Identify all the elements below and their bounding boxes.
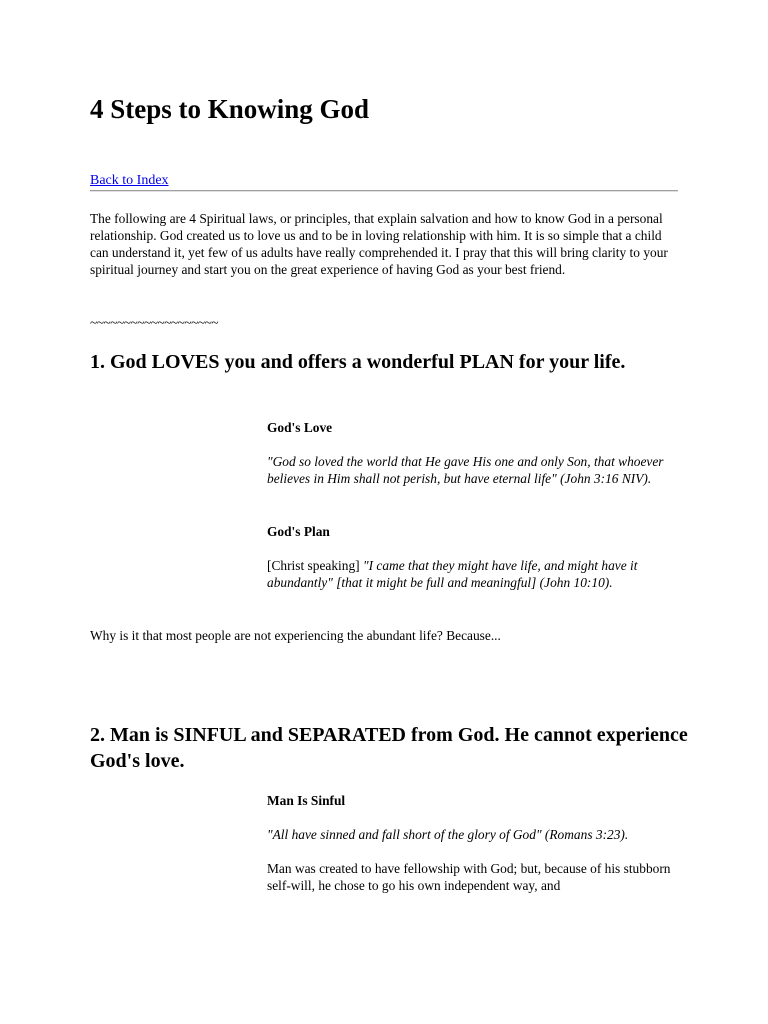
step-1-heading: 1. God LOVES you and offers a wonderful PLAN for your life. (90, 351, 626, 373)
intro-paragraph: The following are 4 Spiritual laws, or principles, that explain salvation and how to know God in a personal relationship. God created us to love us and to be in loving relationship with him. It is so simple that a child can understand it, yet few of us adults have really comprehended it. I pray that this will bring clarity to your spiritual journey and start you on the great experience of having God as your best friend. (90, 211, 668, 277)
gods-plan-heading: God's Plan (267, 524, 330, 539)
back-to-index-link[interactable]: Back to Index (90, 173, 169, 188)
page-title: 4 Steps to Knowing God (90, 94, 370, 124)
christ-speaking-prefix: [Christ speaking] (267, 558, 363, 573)
tilde-separator: ~~~~~~~~~~~~~~~~~~~ (90, 315, 219, 330)
gods-plan-paragraph (267, 557, 677, 591)
man-is-sinful-heading: Man Is Sinful (267, 793, 346, 808)
why-question: Why is it that most people are not experiencing the abundant life? Because... (90, 628, 501, 643)
gods-love-quote: "God so loved the world that He gave His one and only Son, that whoever believes in Him shall not perish, but have eternal life" (John 3:16 NIV). (267, 454, 664, 486)
gods-love-heading: God's Love (267, 420, 333, 435)
horizontal-rule (90, 190, 678, 192)
gods-plan-quote: "I came that they might have life, and might have it abundantly" [that it might be full and meaningful] (John 10:10). (267, 558, 638, 590)
step-2-heading: 2. Man is SINFUL and SEPARATED from God. He cannot experience God's love. (90, 724, 688, 772)
man-is-sinful-quote: "All have sinned and fall short of the glory of God" (Romans 3:23). (267, 827, 629, 842)
man-is-sinful-paragraph: Man was created to have fellowship with God; but, because of his stubborn self-will, he chose to go his own independent way, and (267, 861, 671, 893)
